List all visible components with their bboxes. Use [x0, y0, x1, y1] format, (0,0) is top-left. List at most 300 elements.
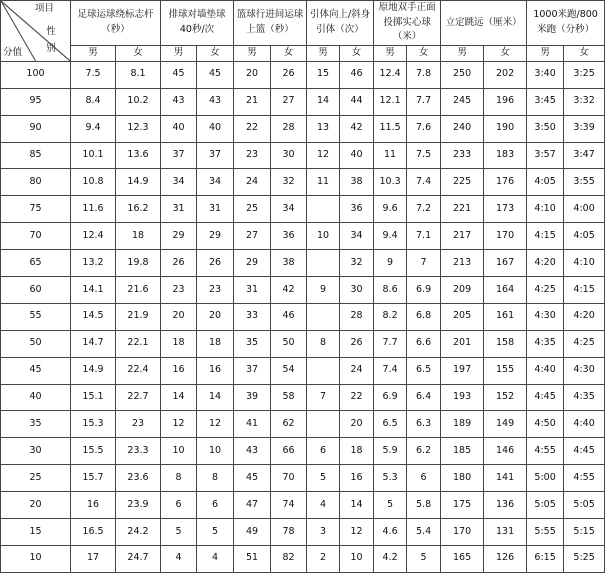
- sex-header-male: 男: [307, 46, 340, 62]
- sex-header-female: 女: [271, 46, 307, 62]
- value-cell: 5.9: [374, 438, 407, 465]
- value-cell: 9: [307, 277, 340, 304]
- value-cell: 34: [197, 169, 234, 196]
- value-cell: 165: [441, 545, 484, 572]
- value-cell: 34: [161, 169, 197, 196]
- score-cell: 90: [1, 115, 71, 142]
- score-cell: 70: [1, 223, 71, 250]
- value-cell: 18: [197, 330, 234, 357]
- value-cell: 7.7: [407, 88, 441, 115]
- value-cell: 14.9: [71, 357, 116, 384]
- sex-header-male: 男: [234, 46, 271, 62]
- value-cell: 35: [234, 330, 271, 357]
- value-cell: 176: [484, 169, 527, 196]
- value-cell: 5: [197, 519, 234, 546]
- value-cell: 32: [271, 169, 307, 196]
- value-cell: 10: [161, 438, 197, 465]
- value-cell: 12.3: [116, 115, 161, 142]
- value-cell: 14: [161, 384, 197, 411]
- value-cell: 13.2: [71, 250, 116, 277]
- value-cell: 22: [234, 115, 271, 142]
- value-cell: 5:25: [564, 545, 605, 572]
- value-cell: 25: [234, 196, 271, 223]
- value-cell: 8.4: [71, 88, 116, 115]
- value-cell: [307, 250, 340, 277]
- value-cell: 34: [271, 196, 307, 223]
- value-cell: 10: [197, 438, 234, 465]
- value-cell: 4:50: [527, 411, 564, 438]
- score-cell: 80: [1, 169, 71, 196]
- value-cell: 15.5: [71, 438, 116, 465]
- value-cell: 36: [340, 196, 374, 223]
- value-cell: 11: [307, 169, 340, 196]
- value-cell: 10: [307, 223, 340, 250]
- value-cell: 6.5: [374, 411, 407, 438]
- table-row: [1, 223, 605, 250]
- value-cell: 41: [234, 411, 271, 438]
- value-cell: 4: [161, 545, 197, 572]
- value-cell: 5:15: [564, 519, 605, 546]
- table-row: [1, 88, 605, 115]
- value-cell: 24: [340, 357, 374, 384]
- value-cell: 4.2: [374, 545, 407, 572]
- value-cell: 9.6: [374, 196, 407, 223]
- value-cell: 10.3: [374, 169, 407, 196]
- value-cell: 4:05: [564, 223, 605, 250]
- value-cell: 5.3: [374, 465, 407, 492]
- value-cell: 3:32: [564, 88, 605, 115]
- value-cell: 189: [441, 411, 484, 438]
- header-row-sex: [1, 46, 605, 62]
- value-cell: 6.9: [407, 277, 441, 304]
- value-cell: 3:57: [527, 142, 564, 169]
- value-cell: 78: [271, 519, 307, 546]
- value-cell: 26: [197, 250, 234, 277]
- value-cell: 29: [197, 223, 234, 250]
- sex-header-male: 男: [527, 46, 564, 62]
- value-cell: 185: [441, 438, 484, 465]
- table-row: [1, 142, 605, 169]
- value-cell: 54: [271, 357, 307, 384]
- value-cell: 4:20: [564, 303, 605, 330]
- value-cell: 13.6: [116, 142, 161, 169]
- value-cell: 22.7: [116, 384, 161, 411]
- value-cell: 47: [234, 492, 271, 519]
- score-cell: 60: [1, 277, 71, 304]
- value-cell: 16.5: [71, 519, 116, 546]
- value-cell: 4:15: [527, 223, 564, 250]
- sex-header-male: 男: [441, 46, 484, 62]
- value-cell: 51: [234, 545, 271, 572]
- value-cell: 12: [307, 142, 340, 169]
- value-cell: 6.5: [407, 357, 441, 384]
- value-cell: 245: [441, 88, 484, 115]
- value-cell: 40: [340, 142, 374, 169]
- value-cell: 50: [271, 330, 307, 357]
- value-cell: 126: [484, 545, 527, 572]
- score-cell: 100: [1, 61, 71, 88]
- event-header-volleyball: 排球对墙垫球40秒/次: [161, 1, 234, 46]
- value-cell: 7.4: [374, 357, 407, 384]
- value-cell: 136: [484, 492, 527, 519]
- value-cell: 4:25: [527, 277, 564, 304]
- value-cell: 16: [161, 357, 197, 384]
- value-cell: 3:50: [527, 115, 564, 142]
- value-cell: 141: [484, 465, 527, 492]
- value-cell: 74: [271, 492, 307, 519]
- value-cell: 15: [307, 61, 340, 88]
- value-cell: 6.8: [407, 303, 441, 330]
- value-cell: 11.5: [374, 115, 407, 142]
- value-cell: 5.4: [407, 519, 441, 546]
- value-cell: 233: [441, 142, 484, 169]
- value-cell: 173: [484, 196, 527, 223]
- value-cell: 21.9: [116, 303, 161, 330]
- header-row-events: [1, 1, 605, 46]
- table-row: [1, 519, 605, 546]
- value-cell: 31: [234, 277, 271, 304]
- table-row: [1, 277, 605, 304]
- value-cell: [307, 411, 340, 438]
- value-cell: 4.6: [374, 519, 407, 546]
- value-cell: 38: [271, 250, 307, 277]
- value-cell: 8.2: [374, 303, 407, 330]
- value-cell: 14.9: [116, 169, 161, 196]
- value-cell: 4:10: [564, 250, 605, 277]
- value-cell: 44: [340, 88, 374, 115]
- table-row: [1, 438, 605, 465]
- value-cell: 161: [484, 303, 527, 330]
- table-row: [1, 303, 605, 330]
- value-cell: 14: [197, 384, 234, 411]
- value-cell: 190: [484, 115, 527, 142]
- value-cell: 170: [441, 519, 484, 546]
- value-cell: 196: [484, 88, 527, 115]
- corner-sex-label: 性别: [46, 26, 56, 54]
- value-cell: 9.4: [71, 115, 116, 142]
- value-cell: 40: [197, 115, 234, 142]
- value-cell: 18: [340, 438, 374, 465]
- value-cell: 15.1: [71, 384, 116, 411]
- value-cell: 7.1: [407, 223, 441, 250]
- value-cell: 3:55: [564, 169, 605, 196]
- value-cell: 10: [340, 545, 374, 572]
- value-cell: 3:39: [564, 115, 605, 142]
- value-cell: 18: [116, 223, 161, 250]
- score-cell: 75: [1, 196, 71, 223]
- value-cell: 28: [271, 115, 307, 142]
- value-cell: 5: [161, 519, 197, 546]
- value-cell: 205: [441, 303, 484, 330]
- value-cell: 34: [340, 223, 374, 250]
- value-cell: 5: [407, 545, 441, 572]
- value-cell: 4:35: [564, 384, 605, 411]
- value-cell: 46: [340, 61, 374, 88]
- sex-header-male: 男: [161, 46, 197, 62]
- value-cell: 20: [234, 61, 271, 88]
- value-cell: 26: [340, 330, 374, 357]
- value-cell: 19.8: [116, 250, 161, 277]
- score-cell: 15: [1, 519, 71, 546]
- value-cell: 23: [197, 277, 234, 304]
- value-cell: 12.4: [71, 223, 116, 250]
- value-cell: 6: [307, 438, 340, 465]
- value-cell: 31: [161, 196, 197, 223]
- value-cell: 5:05: [527, 492, 564, 519]
- value-cell: 6: [161, 492, 197, 519]
- value-cell: 4:00: [564, 196, 605, 223]
- value-cell: 3:25: [564, 61, 605, 88]
- value-cell: 28: [340, 303, 374, 330]
- value-cell: 16.2: [116, 196, 161, 223]
- value-cell: 10.2: [116, 88, 161, 115]
- value-cell: 10.8: [71, 169, 116, 196]
- value-cell: 29: [234, 250, 271, 277]
- value-cell: 66: [271, 438, 307, 465]
- table-row: [1, 61, 605, 88]
- value-cell: 4:40: [564, 411, 605, 438]
- value-cell: 7.7: [374, 330, 407, 357]
- score-cell: 30: [1, 438, 71, 465]
- score-cell: 20: [1, 492, 71, 519]
- table-row: [1, 169, 605, 196]
- value-cell: 183: [484, 142, 527, 169]
- value-cell: 4:40: [527, 357, 564, 384]
- value-cell: 20: [161, 303, 197, 330]
- value-cell: 240: [441, 115, 484, 142]
- value-cell: 15.3: [71, 411, 116, 438]
- value-cell: 30: [271, 142, 307, 169]
- value-cell: 5:05: [564, 492, 605, 519]
- score-cell: 35: [1, 411, 71, 438]
- value-cell: 21.6: [116, 277, 161, 304]
- value-cell: 42: [340, 115, 374, 142]
- value-cell: 37: [161, 142, 197, 169]
- value-cell: 26: [161, 250, 197, 277]
- value-cell: 8.1: [116, 61, 161, 88]
- value-cell: 12: [161, 411, 197, 438]
- value-cell: 4:10: [527, 196, 564, 223]
- score-table-body: [1, 61, 605, 572]
- value-cell: 29: [161, 223, 197, 250]
- value-cell: 4:15: [564, 277, 605, 304]
- score-cell: 25: [1, 465, 71, 492]
- value-cell: 155: [484, 357, 527, 384]
- value-cell: 3:40: [527, 61, 564, 88]
- value-cell: 9: [374, 250, 407, 277]
- value-cell: 4:45: [564, 438, 605, 465]
- value-cell: 4:55: [564, 465, 605, 492]
- value-cell: 12: [340, 519, 374, 546]
- table-row: [1, 545, 605, 572]
- value-cell: 14: [340, 492, 374, 519]
- value-cell: 24: [234, 169, 271, 196]
- value-cell: 14: [307, 88, 340, 115]
- value-cell: 45: [197, 61, 234, 88]
- corner-header-cell: [1, 1, 71, 62]
- value-cell: 38: [340, 169, 374, 196]
- value-cell: 209: [441, 277, 484, 304]
- value-cell: 13: [307, 115, 340, 142]
- value-cell: 4:05: [527, 169, 564, 196]
- sex-header-female: 女: [116, 46, 161, 62]
- value-cell: 12: [197, 411, 234, 438]
- value-cell: 4:30: [527, 303, 564, 330]
- value-cell: 6.2: [407, 438, 441, 465]
- value-cell: 8: [307, 330, 340, 357]
- value-cell: 7: [307, 384, 340, 411]
- score-cell: 55: [1, 303, 71, 330]
- value-cell: 49: [234, 519, 271, 546]
- value-cell: 43: [161, 88, 197, 115]
- corner-item-label: 项目: [34, 3, 54, 14]
- value-cell: 30: [340, 277, 374, 304]
- value-cell: 21: [234, 88, 271, 115]
- value-cell: 11: [374, 142, 407, 169]
- value-cell: 14.7: [71, 330, 116, 357]
- sex-header-male: 男: [374, 46, 407, 62]
- value-cell: 131: [484, 519, 527, 546]
- value-cell: 37: [197, 142, 234, 169]
- value-cell: 6.3: [407, 411, 441, 438]
- score-cell: 85: [1, 142, 71, 169]
- value-cell: 6: [197, 492, 234, 519]
- value-cell: 43: [234, 438, 271, 465]
- value-cell: 62: [271, 411, 307, 438]
- event-header-pullup: 引体向上/斜身引体（次）: [307, 1, 374, 46]
- event-header-run: 1000米跑/800米跑（分秒）: [527, 1, 605, 46]
- value-cell: 202: [484, 61, 527, 88]
- table-row: [1, 250, 605, 277]
- value-cell: 4:35: [527, 330, 564, 357]
- value-cell: 3:47: [564, 142, 605, 169]
- event-header-long-jump: 立定跳远（厘米）: [441, 1, 527, 46]
- value-cell: 27: [234, 223, 271, 250]
- value-cell: 22.4: [116, 357, 161, 384]
- value-cell: 23: [161, 277, 197, 304]
- table-row: [1, 196, 605, 223]
- value-cell: 146: [484, 438, 527, 465]
- value-cell: 58: [271, 384, 307, 411]
- score-cell: 95: [1, 88, 71, 115]
- value-cell: 217: [441, 223, 484, 250]
- sex-header-female: 女: [564, 46, 605, 62]
- value-cell: 7.4: [407, 169, 441, 196]
- value-cell: 20: [197, 303, 234, 330]
- score-cell: 10: [1, 545, 71, 572]
- value-cell: 8.6: [374, 277, 407, 304]
- value-cell: 82: [271, 545, 307, 572]
- value-cell: 10.1: [71, 142, 116, 169]
- value-cell: 5.8: [407, 492, 441, 519]
- table-row: [1, 465, 605, 492]
- value-cell: 36: [271, 223, 307, 250]
- value-cell: 33: [234, 303, 271, 330]
- sex-header-female: 女: [197, 46, 234, 62]
- value-cell: 23.9: [116, 492, 161, 519]
- value-cell: 3: [307, 519, 340, 546]
- score-cell: 45: [1, 357, 71, 384]
- value-cell: 16: [340, 465, 374, 492]
- value-cell: 18: [161, 330, 197, 357]
- value-cell: 3:45: [527, 88, 564, 115]
- value-cell: 5: [374, 492, 407, 519]
- sex-header-female: 女: [407, 46, 441, 62]
- value-cell: 12.1: [374, 88, 407, 115]
- value-cell: 6.6: [407, 330, 441, 357]
- value-cell: 167: [484, 250, 527, 277]
- table-row: [1, 411, 605, 438]
- value-cell: 45: [161, 61, 197, 88]
- value-cell: 16: [197, 357, 234, 384]
- value-cell: 45: [234, 465, 271, 492]
- table-row: [1, 492, 605, 519]
- value-cell: 32: [340, 250, 374, 277]
- value-cell: 27: [271, 88, 307, 115]
- value-cell: 31: [197, 196, 234, 223]
- corner-score-label: 分值: [3, 47, 23, 59]
- sex-header-male: 男: [71, 46, 116, 62]
- value-cell: 6.9: [374, 384, 407, 411]
- sex-header-female: 女: [340, 46, 374, 62]
- value-cell: 197: [441, 357, 484, 384]
- sex-header-female: 女: [484, 46, 527, 62]
- value-cell: 7.2: [407, 196, 441, 223]
- value-cell: 24.7: [116, 545, 161, 572]
- value-cell: 8: [197, 465, 234, 492]
- value-cell: 14.5: [71, 303, 116, 330]
- value-cell: 213: [441, 250, 484, 277]
- event-header-basketball: 篮球行进间运球上篮（秒）: [234, 1, 307, 46]
- value-cell: 4:45: [527, 384, 564, 411]
- value-cell: 4: [307, 492, 340, 519]
- score-cell: 40: [1, 384, 71, 411]
- value-cell: 70: [271, 465, 307, 492]
- value-cell: 15.7: [71, 465, 116, 492]
- value-cell: 158: [484, 330, 527, 357]
- value-cell: 39: [234, 384, 271, 411]
- table-row: [1, 115, 605, 142]
- value-cell: 5:00: [527, 465, 564, 492]
- value-cell: 7.8: [407, 61, 441, 88]
- value-cell: 2: [307, 545, 340, 572]
- value-cell: 5:55: [527, 519, 564, 546]
- value-cell: 4:20: [527, 250, 564, 277]
- value-cell: 221: [441, 196, 484, 223]
- value-cell: 26: [271, 61, 307, 88]
- value-cell: 46: [271, 303, 307, 330]
- value-cell: 11.6: [71, 196, 116, 223]
- value-cell: 175: [441, 492, 484, 519]
- value-cell: 40: [161, 115, 197, 142]
- value-cell: 152: [484, 384, 527, 411]
- event-header-football: 足球运球绕标志杆（秒）: [71, 1, 161, 46]
- value-cell: 24.2: [116, 519, 161, 546]
- value-cell: 7.6: [407, 115, 441, 142]
- value-cell: 193: [441, 384, 484, 411]
- value-cell: 4:30: [564, 357, 605, 384]
- value-cell: 7.5: [407, 142, 441, 169]
- value-cell: 20: [340, 411, 374, 438]
- value-cell: 14.1: [71, 277, 116, 304]
- value-cell: 180: [441, 465, 484, 492]
- value-cell: 7.5: [71, 61, 116, 88]
- value-cell: 4:55: [527, 438, 564, 465]
- value-cell: 6: [407, 465, 441, 492]
- value-cell: 22: [340, 384, 374, 411]
- value-cell: 149: [484, 411, 527, 438]
- value-cell: 8: [161, 465, 197, 492]
